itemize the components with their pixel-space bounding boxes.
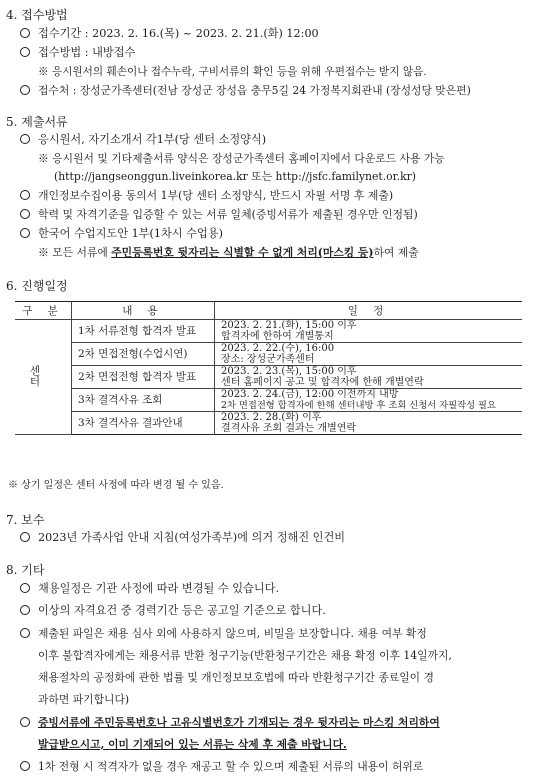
table-header-row — [15, 302, 522, 320]
step-cell: 2차 면접전형 합격자 발표 — [72, 366, 215, 389]
table-row — [15, 389, 522, 412]
bullet-icon — [20, 134, 30, 144]
header-content: 내 용 — [72, 302, 215, 320]
schedule-note: ※ 상기 일정은 센터 사정에 따라 변경 될 수 있음. — [8, 480, 224, 491]
step-cell: 3차 결격사유 조회 — [72, 389, 215, 412]
misc-item-privacy-l4: 과하면 파기합니다) — [38, 693, 130, 706]
schedule-cell: 2023. 2. 22.(수), 16:00 장소: 장성군가족센터 — [215, 343, 523, 366]
section-8-title: 8. 기타 — [6, 563, 45, 577]
docs-note-download: ※ 응시원서 및 기타제출서류 양식은 장성군가족센터 홈페이지에서 다운로드 사용 가능 — [38, 152, 445, 165]
misc-item-privacy-l3: 채용절차의 공정화에 관한 법률 및 개인정보보호법에 따라 반환청구기간 종료일이 경 — [38, 671, 434, 684]
bullet-icon — [20, 190, 30, 200]
bullet-icon — [20, 532, 30, 542]
table-row — [15, 343, 522, 366]
category-cell: 센 터 — [15, 320, 72, 435]
bullet-icon — [20, 761, 30, 771]
table-row — [15, 320, 522, 343]
table-row — [15, 412, 522, 435]
bullet-icon — [20, 628, 30, 638]
step-cell: 1차 서류전형 합격자 발표 — [72, 320, 215, 343]
docs-note-urls: (http://jangseonggun.liveinkorea.kr 또는 http://jsfc.familynet.or.kr) — [54, 170, 416, 183]
docs-item-lesson-plan: 한국어 수업지도안 1부(1차시 수업용) — [20, 227, 223, 241]
section-5-title: 5. 제출서류 — [6, 115, 68, 129]
receipt-period: 접수기간 : 2023. 2. 16.(목) ~ 2023. 2. 21.(화) 12:00 — [20, 27, 319, 41]
schedule-cell: 2023. 2. 28.(화) 이후 결격사유 조회 결과는 개별연락 — [215, 412, 523, 435]
misc-item-masking-l1: 증빙서류에 주민등록번호나 고유식별번호가 기재되는 경우 뒷자리는 마스킹 처리하여 — [20, 716, 440, 730]
schedule-table — [15, 301, 522, 435]
bullet-icon — [20, 605, 30, 615]
receipt-place: 접수처 : 장성군가족센터(전남 장성군 장성읍 충무5길 24 가정복지회관내 (장성성당 맞은편) — [20, 84, 471, 98]
misc-item-reannounce: 1차 전형 시 적격자가 없을 경우 재공고 할 수 있으며 제출된 서류의 내용이 허위로 — [20, 760, 423, 774]
schedule-cell: 2023. 2. 21.(화), 15:00 이후 합격자에 한하여 개별통지 — [215, 320, 523, 343]
bullet-icon — [20, 717, 30, 727]
section-7-title: 7. 보수 — [6, 513, 45, 527]
pay-item: 2023년 가족사업 안내 지침(여성가족부)에 의거 정해진 인건비 — [20, 531, 345, 545]
bullet-icon — [20, 228, 30, 238]
docs-item-qualification: 학력 및 자격기준을 입증할 수 있는 서류 일체(증빙서류가 제출된 경우만 인정됨) — [20, 208, 418, 222]
schedule-cell: 2023. 2. 24.(금), 12:00 이전까지 내방 2차 면접전형 합격자에 한해 센터내방 후 조회 신청서 자필작성 필요 — [215, 389, 523, 412]
schedule-cell: 2023. 2. 23.(목), 15:00 이후 센터 홈페이지 공고 및 합격자에 한해 개별연락 — [215, 366, 523, 389]
bullet-icon — [20, 209, 30, 219]
bullet-icon — [20, 85, 30, 95]
misc-item-privacy-l1: 제출된 파일은 채용 심사 외에 사용하지 않으며, 비밀을 보장합니다. 채용 여부 확정 — [20, 627, 427, 641]
section-4-title: 4. 접수방법 — [6, 8, 68, 22]
docs-note-masking: ※ 모든 서류에 주민등록번호 뒷자리는 식별할 수 없게 처리(마스킹 등)하여 제출 — [38, 246, 419, 259]
receipt-method-note: ※ 응시원서의 훼손이나 접수누락, 구비서류의 확인 등을 위해 우편접수는 받지 않음. — [38, 66, 427, 78]
header-schedule: 일 정 — [215, 302, 523, 320]
docs-item-privacy-consent: 개인정보수집이용 동의서 1부(당 센터 소정양식, 반드시 자필 서명 후 제출) — [20, 189, 393, 203]
step-cell: 2차 면접전형(수업시연) — [72, 343, 215, 366]
misc-item-privacy-l2: 이후 불합격자에게는 채용서류 반환 청구기능(반환청구기간은 채용 확정 이후 14일까지, — [38, 649, 452, 662]
misc-item-reference-date: 이상의 자격요건 중 경력기간 등은 공고일 기준으로 합니다. — [20, 604, 326, 618]
section-6-title: 6. 진행일정 — [6, 279, 68, 293]
table-row — [15, 366, 522, 389]
misc-item-schedule-change: 채용일정은 기관 사정에 따라 변경될 수 있습니다. — [20, 582, 279, 596]
bullet-icon — [20, 28, 30, 38]
bullet-icon — [20, 47, 30, 57]
docs-item-application: 응시원서, 자기소개서 각1부(당 센터 소정양식) — [20, 133, 266, 147]
misc-item-masking-l2: 발급받으시고, 이미 기재되어 있는 서류는 삭제 후 제출 바랍니다. — [38, 738, 347, 751]
step-cell: 3차 결격사유 결과안내 — [72, 412, 215, 435]
header-category: 구 분 — [15, 302, 72, 320]
receipt-method: 접수방법 : 내방접수 — [20, 46, 135, 60]
bullet-icon — [20, 583, 30, 593]
